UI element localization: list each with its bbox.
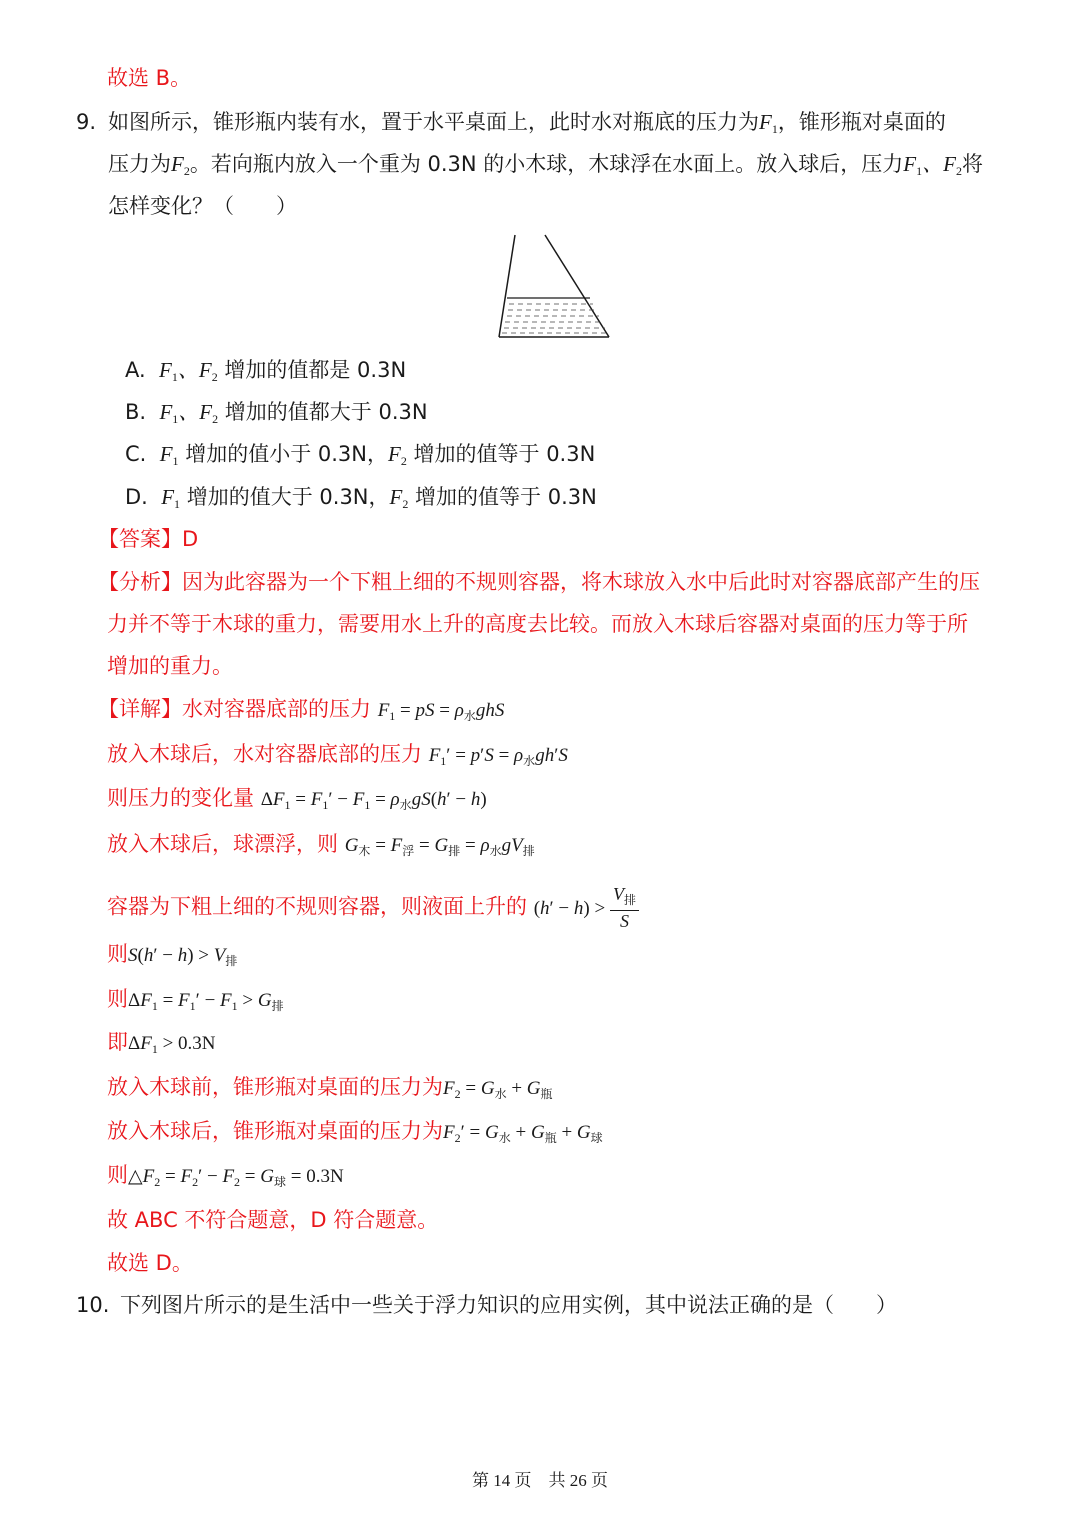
q9-line2 — [108, 150, 983, 185]
f2-symbol: $F_2$ — [389, 485, 409, 511]
formula-f2-after: $F_2' = G_水 + G_瓶 + G_球$ — [443, 1122, 603, 1145]
conical-flask-figure — [495, 232, 615, 342]
formula-height-rise: (h′ − h) > $\frac{V_排}{S}$ — [534, 895, 639, 919]
q9-line3: 怎样变化？（ ） — [108, 194, 297, 218]
detail-text6: 则 — [107, 942, 128, 966]
option-d-text-a: 增加的值大于 0.3N， — [186, 485, 390, 509]
formula-delta-f1: $\Delta F_1 = F_1' - F_1 = \rho_水gS(h' - h)$ — [260, 789, 487, 812]
option-d[interactable] — [125, 483, 597, 518]
f1-f2-symbol: $F_1$、$F_2$ — [159, 400, 219, 426]
detail-line4 — [107, 830, 535, 865]
answer-value: D — [182, 527, 199, 551]
footer-middle: 页 共 — [514, 1471, 566, 1490]
detail-line1 — [98, 695, 504, 730]
option-a-label: A. — [125, 358, 146, 382]
option-b-label: B. — [125, 400, 147, 424]
q10-text: 下列图片所示的是生活中一些关于浮力知识的应用实例，其中说法正确的是（ ） — [120, 1293, 897, 1317]
formula-delta-gt-g: $\Delta F_1 = F_1' - F_1 > G_排$ — [128, 990, 284, 1013]
detail-line9 — [107, 1073, 553, 1108]
option-c-text-b: 增加的值等于 0.3N — [413, 442, 596, 466]
answer — [98, 525, 198, 553]
formula-volume: $S(h' - h) > V_排$ — [128, 945, 238, 968]
detail-line6 — [107, 940, 237, 975]
detail-text3: 则压力的变化量 — [107, 786, 254, 810]
f1-f2-symbol: $F_1$、$F_2$ — [159, 358, 218, 384]
detail-line8 — [107, 1028, 216, 1063]
f2-symbol: $F_2$ — [171, 152, 190, 178]
q9-line1 — [108, 108, 946, 143]
detail-text8: 即 — [107, 1030, 128, 1054]
option-d-label: D. — [125, 485, 148, 509]
f1-symbol: $F_1$ — [161, 485, 181, 511]
option-a[interactable] — [125, 356, 406, 391]
q9-line2-text3: 将 — [961, 152, 983, 176]
formula-float: $G_木 = F_浮 = G_排 = \rho_水gV_排$ — [344, 835, 535, 858]
option-c-text-a: 增加的值小于 0.3N， — [185, 442, 388, 466]
detail-label: 【详解】 — [98, 697, 182, 721]
detail-text10: 放入木球后，锥形瓶对桌面的压力为 — [107, 1119, 443, 1143]
option-b-text: 增加的值都大于 0.3N — [224, 400, 428, 424]
formula-f2-before: $F_2 = G_水 + G_瓶$ — [443, 1078, 553, 1101]
formula-pressure: $F_1$ = pS = $\rho_水ghS$ — [377, 700, 505, 723]
q9-line2-text2: 。若向瓶内放入一个重为 0.3N 的小木球，木球浮在水面上。放入球后，压力 — [189, 152, 904, 176]
q9-number: 9. — [76, 110, 97, 134]
detail-text1: 水对容器底部的压力 — [182, 697, 371, 721]
q9-line2-text: 压力为 — [108, 152, 171, 176]
footer-suffix: 页 — [591, 1471, 608, 1490]
page-footer — [0, 1466, 1080, 1491]
option-b[interactable] — [125, 398, 428, 433]
option-d-text-b: 增加的值等于 0.3N — [415, 485, 597, 509]
detail-text4: 放入木球后，球漂浮，则 — [107, 832, 338, 856]
detail-line13: 故选 D。 — [107, 1251, 193, 1275]
q9-line1-text2: ，锥形瓶对桌面的 — [777, 110, 946, 134]
analysis-text1: 因为此容器为一个下粗上细的不规则容器，将木球放入水中后此时对容器底部产生的压 — [182, 570, 980, 594]
formula-delta-gt-03: $\Delta F_1 > 0.3N$ — [128, 1033, 216, 1056]
option-c[interactable] — [125, 440, 595, 475]
footer-prefix: 第 — [472, 1471, 489, 1490]
total-pages: 26 — [569, 1471, 587, 1490]
detail-line11 — [107, 1161, 344, 1196]
page-number: 14 — [493, 1471, 511, 1490]
formula-delta-f2: $\triangle F_2 = F_2' - F_2 = G_球 = 0.3N$ — [128, 1166, 344, 1189]
f2-symbol: $F_2$ — [388, 442, 407, 468]
analysis-line1 — [98, 568, 980, 596]
option-a-text: 增加的值都是 0.3N — [224, 358, 407, 382]
analysis-line3: 增加的重力。 — [107, 654, 233, 678]
detail-line3 — [107, 784, 487, 819]
f1-f2-symbol: $F_1$、$F_2$ — [903, 152, 962, 178]
detail-text11: 则 — [107, 1163, 128, 1187]
detail-text2: 放入木球后，水对容器底部的压力 — [107, 742, 422, 766]
analysis-label: 【分析】 — [98, 570, 182, 594]
detail-line5 — [107, 884, 639, 931]
detail-text5: 容器为下粗上细的不规则容器，则液面上升的 — [107, 894, 527, 919]
q10-number: 10. — [76, 1293, 110, 1317]
analysis-line2: 力并不等于木球的重力，需要用水上升的高度去比较。而放入木球后容器对桌面的压力等于所 — [107, 612, 968, 636]
q9-line1-text: 如图所示，锥形瓶内装有水，置于水平桌面上，此时水对瓶底的压力为 — [108, 110, 759, 134]
answer-label: 【答案】 — [98, 527, 182, 551]
detail-line10 — [107, 1117, 603, 1152]
detail-text9: 放入木球前，锥形瓶对桌面的压力为 — [107, 1075, 443, 1099]
f1-symbol: $F_1$ — [759, 110, 778, 136]
formula-pressure-after: $F_1' = p'S = \rho_水gh'S$ — [428, 745, 568, 768]
detail-text7: 则 — [107, 987, 128, 1011]
detail-line12: 故 ABC 不符合题意，D 符合题意。 — [107, 1208, 439, 1232]
detail-line2 — [107, 740, 568, 775]
option-c-label: C. — [125, 442, 147, 466]
f1-symbol: $F_1$ — [159, 442, 179, 468]
detail-line7 — [107, 985, 284, 1020]
prev-answer: 故选 B。 — [107, 66, 192, 90]
